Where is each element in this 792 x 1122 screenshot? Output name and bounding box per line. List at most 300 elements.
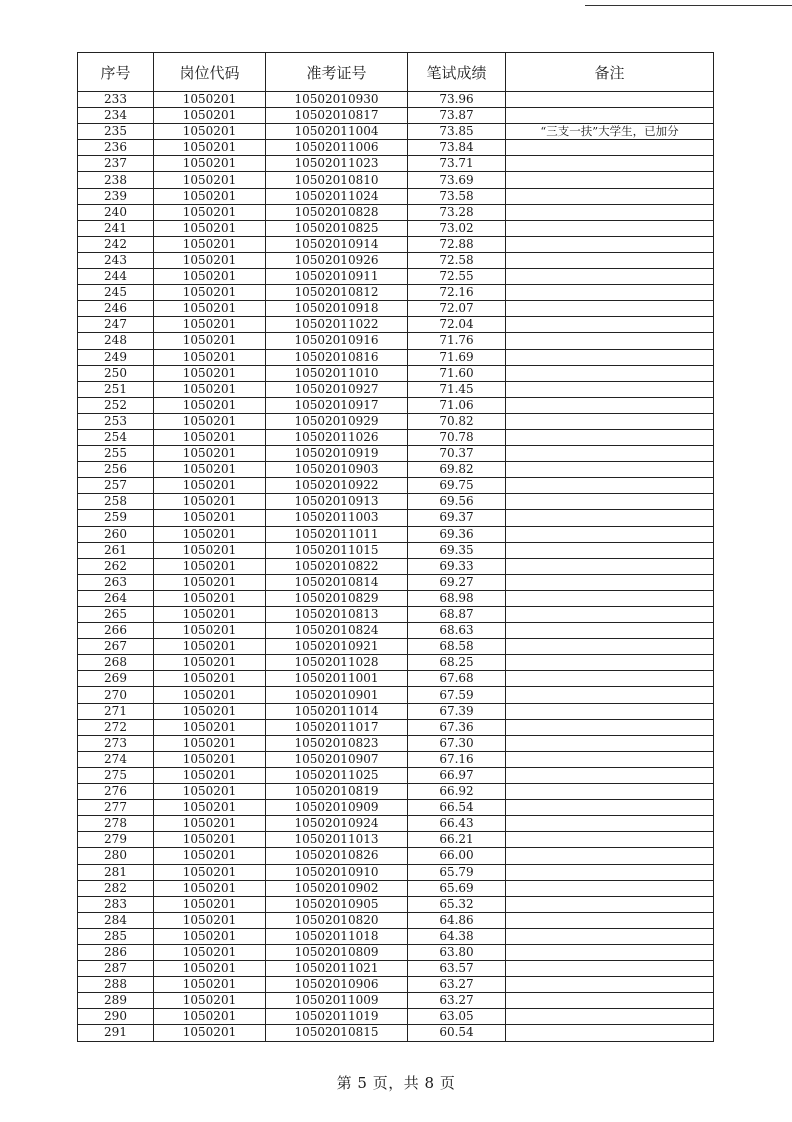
row-ticket-number: 10502010910: [266, 864, 408, 880]
table-row: [78, 703, 714, 719]
row-ticket-number: 10502010810: [266, 172, 408, 188]
row-remarks: [506, 928, 714, 944]
row-post-code: 1050201: [154, 317, 266, 333]
row-ticket-number: 10502011017: [266, 719, 408, 735]
row-written-score: 66.54: [408, 800, 506, 816]
table-row: [78, 977, 714, 993]
row-written-score: 63.57: [408, 961, 506, 977]
row-ticket-number: 10502010913: [266, 494, 408, 510]
row-ticket-number: 10502010825: [266, 220, 408, 236]
table-row: [78, 349, 714, 365]
row-remarks: [506, 816, 714, 832]
row-seq: 280: [78, 848, 154, 864]
row-written-score: 69.56: [408, 494, 506, 510]
row-remarks: [506, 767, 714, 783]
row-seq: 286: [78, 944, 154, 960]
row-remarks: [506, 735, 714, 751]
row-seq: 237: [78, 156, 154, 172]
row-written-score: 73.96: [408, 92, 506, 108]
row-post-code: 1050201: [154, 864, 266, 880]
header-ticket-number: 准考证号: [266, 53, 408, 92]
table-row: [78, 928, 714, 944]
table-row: [78, 510, 714, 526]
row-remarks: [506, 252, 714, 268]
row-written-score: 73.69: [408, 172, 506, 188]
table-row: [78, 333, 714, 349]
table-row: [78, 204, 714, 220]
row-ticket-number: 10502010819: [266, 784, 408, 800]
row-post-code: 1050201: [154, 784, 266, 800]
table-row: [78, 655, 714, 671]
row-post-code: 1050201: [154, 993, 266, 1009]
row-seq: 266: [78, 623, 154, 639]
row-remarks: [506, 784, 714, 800]
row-ticket-number: 10502010918: [266, 301, 408, 317]
row-seq: 259: [78, 510, 154, 526]
row-written-score: 69.33: [408, 558, 506, 574]
row-post-code: 1050201: [154, 413, 266, 429]
row-post-code: 1050201: [154, 735, 266, 751]
row-ticket-number: 10502010814: [266, 574, 408, 590]
row-seq: 281: [78, 864, 154, 880]
row-seq: 270: [78, 687, 154, 703]
row-written-score: 60.54: [408, 1025, 506, 1041]
row-ticket-number: 10502010906: [266, 977, 408, 993]
row-written-score: 70.78: [408, 429, 506, 445]
row-remarks: [506, 1025, 714, 1041]
table-row: [78, 92, 714, 108]
row-written-score: 67.68: [408, 671, 506, 687]
row-seq: 247: [78, 317, 154, 333]
row-post-code: 1050201: [154, 880, 266, 896]
table-row: [78, 108, 714, 124]
row-post-code: 1050201: [154, 124, 266, 140]
row-seq: 285: [78, 928, 154, 944]
row-ticket-number: 10502011018: [266, 928, 408, 944]
row-ticket-number: 10502010916: [266, 333, 408, 349]
row-written-score: 72.07: [408, 301, 506, 317]
row-seq: 262: [78, 558, 154, 574]
row-ticket-number: 10502011023: [266, 156, 408, 172]
row-remarks: [506, 494, 714, 510]
row-seq: 236: [78, 140, 154, 156]
row-remarks: [506, 510, 714, 526]
row-remarks: [506, 172, 714, 188]
row-post-code: 1050201: [154, 140, 266, 156]
table-row: [78, 124, 714, 140]
row-post-code: 1050201: [154, 848, 266, 864]
row-post-code: 1050201: [154, 961, 266, 977]
row-remarks: [506, 671, 714, 687]
table-row: [78, 590, 714, 606]
table-row: [78, 558, 714, 574]
row-post-code: 1050201: [154, 944, 266, 960]
row-ticket-number: 10502010914: [266, 236, 408, 252]
row-written-score: 66.43: [408, 816, 506, 832]
row-remarks: [506, 478, 714, 494]
table-row: [78, 639, 714, 655]
table-row: [78, 623, 714, 639]
row-written-score: 69.75: [408, 478, 506, 494]
row-seq: 291: [78, 1025, 154, 1041]
row-remarks: [506, 896, 714, 912]
row-ticket-number: 10502010922: [266, 478, 408, 494]
row-remarks: [506, 365, 714, 381]
row-ticket-number: 10502010820: [266, 912, 408, 928]
row-written-score: 67.30: [408, 735, 506, 751]
table-row: [78, 816, 714, 832]
table-row: [78, 848, 714, 864]
table-row: [78, 607, 714, 623]
row-written-score: 73.84: [408, 140, 506, 156]
table-row: [78, 478, 714, 494]
row-post-code: 1050201: [154, 574, 266, 590]
row-post-code: 1050201: [154, 767, 266, 783]
row-ticket-number: 10502010917: [266, 397, 408, 413]
row-written-score: 70.82: [408, 413, 506, 429]
row-seq: 283: [78, 896, 154, 912]
table-row: [78, 381, 714, 397]
row-seq: 244: [78, 269, 154, 285]
table-row: [78, 864, 714, 880]
row-ticket-number: 10502011009: [266, 993, 408, 1009]
row-post-code: 1050201: [154, 623, 266, 639]
row-written-score: 68.87: [408, 607, 506, 623]
row-post-code: 1050201: [154, 542, 266, 558]
row-seq: 251: [78, 381, 154, 397]
table-row: [78, 880, 714, 896]
row-seq: 248: [78, 333, 154, 349]
row-ticket-number: 10502010826: [266, 848, 408, 864]
row-post-code: 1050201: [154, 928, 266, 944]
row-ticket-number: 10502010902: [266, 880, 408, 896]
row-seq: 265: [78, 607, 154, 623]
row-remarks: [506, 848, 714, 864]
row-seq: 256: [78, 462, 154, 478]
table-row: [78, 961, 714, 977]
row-post-code: 1050201: [154, 462, 266, 478]
row-ticket-number: 10502010926: [266, 252, 408, 268]
row-ticket-number: 10502010817: [266, 108, 408, 124]
row-post-code: 1050201: [154, 832, 266, 848]
row-remarks: [506, 462, 714, 478]
row-post-code: 1050201: [154, 607, 266, 623]
row-seq: 261: [78, 542, 154, 558]
row-post-code: 1050201: [154, 92, 266, 108]
row-written-score: 71.45: [408, 381, 506, 397]
row-seq: 260: [78, 526, 154, 542]
row-remarks: [506, 236, 714, 252]
row-seq: 278: [78, 816, 154, 832]
row-written-score: 69.37: [408, 510, 506, 526]
table-row: [78, 462, 714, 478]
row-post-code: 1050201: [154, 301, 266, 317]
row-written-score: 69.36: [408, 526, 506, 542]
row-written-score: 69.35: [408, 542, 506, 558]
row-seq: 287: [78, 961, 154, 977]
table-row: [78, 735, 714, 751]
row-remarks: [506, 703, 714, 719]
table-row: [78, 188, 714, 204]
row-remarks: [506, 832, 714, 848]
table-row: [78, 944, 714, 960]
row-ticket-number: 10502011015: [266, 542, 408, 558]
row-remarks: [506, 880, 714, 896]
row-seq: 271: [78, 703, 154, 719]
row-ticket-number: 10502010907: [266, 751, 408, 767]
row-written-score: 68.63: [408, 623, 506, 639]
row-seq: 240: [78, 204, 154, 220]
row-post-code: 1050201: [154, 526, 266, 542]
row-written-score: 68.98: [408, 590, 506, 606]
row-seq: 257: [78, 478, 154, 494]
row-written-score: 67.39: [408, 703, 506, 719]
row-post-code: 1050201: [154, 671, 266, 687]
row-seq: 235: [78, 124, 154, 140]
row-post-code: 1050201: [154, 558, 266, 574]
row-seq: 288: [78, 977, 154, 993]
row-seq: 275: [78, 767, 154, 783]
row-seq: 253: [78, 413, 154, 429]
row-remarks: “三支一扶”大学生，已加分: [506, 124, 714, 140]
row-remarks: [506, 92, 714, 108]
row-seq: 274: [78, 751, 154, 767]
row-post-code: 1050201: [154, 1009, 266, 1025]
table-row: [78, 671, 714, 687]
row-post-code: 1050201: [154, 236, 266, 252]
row-seq: 290: [78, 1009, 154, 1025]
row-written-score: 66.97: [408, 767, 506, 783]
row-post-code: 1050201: [154, 333, 266, 349]
row-remarks: [506, 285, 714, 301]
row-ticket-number: 10502010921: [266, 639, 408, 655]
row-remarks: [506, 542, 714, 558]
row-written-score: 67.16: [408, 751, 506, 767]
table-row: [78, 446, 714, 462]
row-written-score: 71.60: [408, 365, 506, 381]
table-row: [78, 912, 714, 928]
row-post-code: 1050201: [154, 349, 266, 365]
row-seq: 258: [78, 494, 154, 510]
row-ticket-number: 10502011011: [266, 526, 408, 542]
row-written-score: 65.79: [408, 864, 506, 880]
row-post-code: 1050201: [154, 912, 266, 928]
row-remarks: [506, 108, 714, 124]
row-remarks: [506, 269, 714, 285]
row-seq: 267: [78, 639, 154, 655]
table-row: [78, 494, 714, 510]
row-seq: 252: [78, 397, 154, 413]
row-written-score: 72.58: [408, 252, 506, 268]
row-written-score: 72.55: [408, 269, 506, 285]
row-remarks: [506, 623, 714, 639]
row-ticket-number: 10502011003: [266, 510, 408, 526]
row-post-code: 1050201: [154, 800, 266, 816]
header-seq: 序号: [78, 53, 154, 92]
row-written-score: 69.82: [408, 462, 506, 478]
row-post-code: 1050201: [154, 429, 266, 445]
table-row: [78, 429, 714, 445]
row-remarks: [506, 912, 714, 928]
row-ticket-number: 10502011006: [266, 140, 408, 156]
row-remarks: [506, 140, 714, 156]
table-row: [78, 140, 714, 156]
row-seq: 245: [78, 285, 154, 301]
row-written-score: 73.87: [408, 108, 506, 124]
row-remarks: [506, 751, 714, 767]
table-row: [78, 800, 714, 816]
row-written-score: 73.85: [408, 124, 506, 140]
row-ticket-number: 10502010829: [266, 590, 408, 606]
row-remarks: [506, 719, 714, 735]
row-written-score: 72.16: [408, 285, 506, 301]
row-seq: 264: [78, 590, 154, 606]
table-row: [78, 574, 714, 590]
row-written-score: 65.69: [408, 880, 506, 896]
row-seq: 272: [78, 719, 154, 735]
row-written-score: 64.86: [408, 912, 506, 928]
row-written-score: 71.69: [408, 349, 506, 365]
row-seq: 249: [78, 349, 154, 365]
row-written-score: 67.59: [408, 687, 506, 703]
table-row: [78, 269, 714, 285]
row-ticket-number: 10502010903: [266, 462, 408, 478]
table-row: [78, 317, 714, 333]
row-remarks: [506, 317, 714, 333]
row-ticket-number: 10502010924: [266, 816, 408, 832]
header-written-score: 笔试成绩: [408, 53, 506, 92]
row-ticket-number: 10502010823: [266, 735, 408, 751]
row-written-score: 65.32: [408, 896, 506, 912]
row-seq: 238: [78, 172, 154, 188]
table-row: [78, 1009, 714, 1025]
row-remarks: [506, 333, 714, 349]
table-row: [78, 301, 714, 317]
top-edge-rule: [585, 5, 792, 6]
row-written-score: 64.38: [408, 928, 506, 944]
row-ticket-number: 10502011010: [266, 365, 408, 381]
row-ticket-number: 10502011025: [266, 767, 408, 783]
row-remarks: [506, 590, 714, 606]
row-written-score: 66.92: [408, 784, 506, 800]
row-ticket-number: 10502011019: [266, 1009, 408, 1025]
table-row: [78, 156, 714, 172]
row-remarks: [506, 429, 714, 445]
row-remarks: [506, 526, 714, 542]
row-remarks: [506, 446, 714, 462]
row-seq: 268: [78, 655, 154, 671]
header-remarks: 备注: [506, 53, 714, 92]
row-seq: 273: [78, 735, 154, 751]
row-ticket-number: 10502011013: [266, 832, 408, 848]
row-written-score: 68.25: [408, 655, 506, 671]
row-ticket-number: 10502011022: [266, 317, 408, 333]
row-post-code: 1050201: [154, 494, 266, 510]
row-post-code: 1050201: [154, 446, 266, 462]
row-written-score: 71.06: [408, 397, 506, 413]
table-row: [78, 751, 714, 767]
row-ticket-number: 10502010828: [266, 204, 408, 220]
table-header-row: [78, 53, 714, 92]
row-written-score: 63.27: [408, 993, 506, 1009]
row-seq: 234: [78, 108, 154, 124]
row-remarks: [506, 944, 714, 960]
table-row: [78, 285, 714, 301]
row-ticket-number: 10502010809: [266, 944, 408, 960]
row-ticket-number: 10502010919: [266, 446, 408, 462]
row-remarks: [506, 574, 714, 590]
row-ticket-number: 10502010813: [266, 607, 408, 623]
row-remarks: [506, 687, 714, 703]
row-ticket-number: 10502010815: [266, 1025, 408, 1041]
row-written-score: 63.05: [408, 1009, 506, 1025]
row-written-score: 63.80: [408, 944, 506, 960]
row-post-code: 1050201: [154, 204, 266, 220]
row-seq: 289: [78, 993, 154, 1009]
row-remarks: [506, 204, 714, 220]
row-remarks: [506, 639, 714, 655]
row-seq: 246: [78, 301, 154, 317]
row-post-code: 1050201: [154, 156, 266, 172]
table-row: [78, 397, 714, 413]
table-row: [78, 542, 714, 558]
row-written-score: 73.71: [408, 156, 506, 172]
row-remarks: [506, 558, 714, 574]
table-row: [78, 172, 714, 188]
row-seq: 276: [78, 784, 154, 800]
score-table: [77, 52, 714, 1042]
row-seq: 277: [78, 800, 154, 816]
row-remarks: [506, 220, 714, 236]
row-post-code: 1050201: [154, 397, 266, 413]
row-remarks: [506, 397, 714, 413]
row-remarks: [506, 993, 714, 1009]
row-written-score: 69.27: [408, 574, 506, 590]
row-ticket-number: 10502010927: [266, 381, 408, 397]
row-ticket-number: 10502010824: [266, 623, 408, 639]
row-post-code: 1050201: [154, 478, 266, 494]
header-post-code: 岗位代码: [154, 53, 266, 92]
row-seq: 269: [78, 671, 154, 687]
row-ticket-number: 10502010812: [266, 285, 408, 301]
row-ticket-number: 10502010816: [266, 349, 408, 365]
row-ticket-number: 10502010822: [266, 558, 408, 574]
row-post-code: 1050201: [154, 269, 266, 285]
row-written-score: 67.36: [408, 719, 506, 735]
table-row: [78, 784, 714, 800]
row-ticket-number: 10502010901: [266, 687, 408, 703]
row-remarks: [506, 349, 714, 365]
row-seq: 255: [78, 446, 154, 462]
row-ticket-number: 10502010909: [266, 800, 408, 816]
row-written-score: 68.58: [408, 639, 506, 655]
row-post-code: 1050201: [154, 590, 266, 606]
row-seq: 239: [78, 188, 154, 204]
row-written-score: 63.27: [408, 977, 506, 993]
row-post-code: 1050201: [154, 510, 266, 526]
row-post-code: 1050201: [154, 977, 266, 993]
row-post-code: 1050201: [154, 365, 266, 381]
row-post-code: 1050201: [154, 687, 266, 703]
row-post-code: 1050201: [154, 816, 266, 832]
row-seq: 243: [78, 252, 154, 268]
row-written-score: 70.37: [408, 446, 506, 462]
row-written-score: 73.28: [408, 204, 506, 220]
row-post-code: 1050201: [154, 751, 266, 767]
table-row: [78, 832, 714, 848]
row-ticket-number: 10502010911: [266, 269, 408, 285]
table-row: [78, 896, 714, 912]
